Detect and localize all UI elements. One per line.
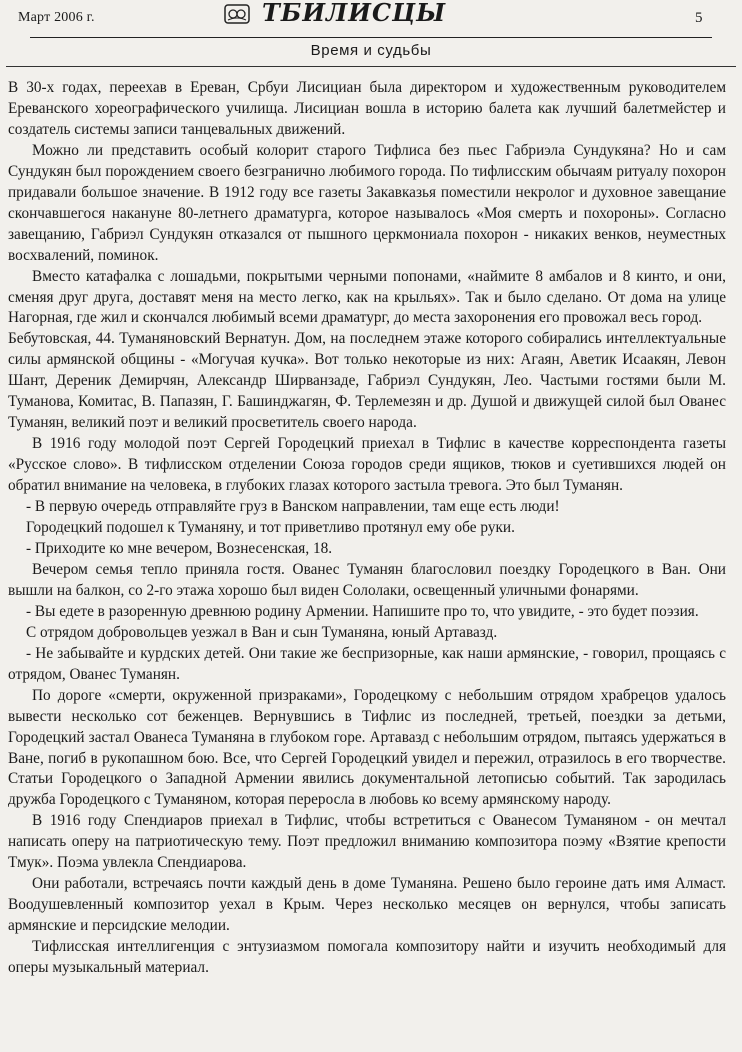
dialogue-line: - В первую очередь отправляйте груз в Ванском направлении, там еще есть люди! [26, 498, 560, 516]
paragraph: С отрядом добровольцев уезжал в Ван и сын Туманяна, юный Артавазд. [26, 623, 498, 641]
section-divider [6, 66, 736, 67]
issue-date: Март 2006 г. [18, 10, 95, 25]
paragraph: Вместо катафалка с лошадьми, покрытыми черными попонами, «наймите 8 амбалов и 8 кинто, и они, сменяя друг друга, доставят меня на место легко, как на крыльях». Так и было сделано. От дома на улице Нагорная, где жил и скончался любимый всеми драматург, до места захоронения его провожал весь город. [8, 267, 726, 327]
paragraph: По дороге «смерти, окруженной призраками», Городецкому с небольшим отрядом храбрецов удалось вывести несколько сот беженцев. Вернувшись в Тифлис из последней, третьей, поездки за детьми, Городецкий застал Ованеса Туманяна в глубоком горе. Артавазд с небольшим отрядом, пытаясь удержаться в Ване, погиб в рукопашном бою. Все, что Сергей Городецкий увидел и пережил, отразилось в его творчестве. Статьи Городецкого о Западной Армении явились документальной летописью событий. Так зародилась дружба Городецкого с Туманяном, которая переросла в любовь ко всему армянскому народу. [8, 686, 726, 809]
section-title: Время и судьбы [310, 42, 432, 59]
page-number: 5 [695, 10, 703, 26]
dialogue-line: - Приходите ко мне вечером, Вознесенская, 18. [26, 539, 333, 557]
paragraph: Тифлисская интеллигенция с энтузиазмом помогала композитору найти и изучить необходимый для оперы музыкальный материал. [8, 938, 726, 977]
paragraph: В 1916 году Спендиаров приехал в Тифлис, чтобы встретиться с Ованесом Туманяном - он мечтал написать оперу на патриотическую тему. Поэт предложил вниманию композитора поэму «Взятие крепости Тмук». Поэма увлекла Спендиарова. [8, 812, 726, 872]
paragraph: Городецкий подошел к Туманяну, и тот приветливо протянул ему обе руки. [26, 519, 515, 537]
newspaper-title: ТБИЛИСЦЫ [262, 0, 447, 27]
dialogue-line: - Вы едете в разоренную древнюю родину Армении. Напишите про то, что увидите, - это будет поэзия. [26, 602, 699, 620]
dialogue-line: - Не забывайте и курдских детей. Они такие же беспризорные, как наши армянские, - говорил, прощаясь с отрядом, Ованес Туманян. [8, 644, 726, 683]
header-divider [30, 37, 712, 38]
paragraph: В 30-х годах, переехав в Ереван, Србуи Лисициан была директором и художественным руководителем Ереванского хореографического училища. Лисициан вошла в историю балета как лучший балетмейстер и создатель системы записи танцевальных движений. [8, 79, 726, 138]
emblem-icon [224, 4, 250, 24]
paragraph: Они работали, встречаясь почти каждый день в доме Туманяна. Решено было героине дать имя Алмаст. Воодушевленный композитор уехал в Крым. Через несколько месяцев он вернулся, чтобы записать армянские и персидские мелодии. [8, 875, 726, 935]
paragraph: Можно ли представить особый колорит старого Тифлиса без пьес Габриэла Сундукяна? Но и сам Сундукян был порождением своего безгранично любимого города. По тифлисским обычаям ритуалу похорон придавали большое значение. В 1912 году все газеты Закавказья поместили некролог и духовное завещание скончавшегося накануне 80-летнего драматурга, которое называлось «Моя смерть и похороны». Согласно завещанию, Габриэл Сундукян отказался от пышного церкмониала похорон - никаких венков, неуместных восхвалений, поминок. [8, 141, 726, 264]
paragraph: Вечером семья тепло приняла гостя. Ованес Туманян благословил поездку Городецкого в Ван. Они вышли на балкон, со 2-го этажа хорошо был виден Сололаки, освещенный уличными фонарями. [8, 560, 726, 599]
paragraph: В 1916 году молодой поэт Сергей Городецкий приехал в Тифлис в качестве корреспондента газеты «Русское слово». В тифлисском отделении Союза городов среди ящиков, тюков и суетившихся людей он обратил внимание на человека, в глубоких глазах которого застыла тревога. Это был Туманян. [8, 435, 726, 495]
paragraph: Бебутовская, 44. Туманяновский Вернатун. Дом, на последнем этаже которого собирались интеллектуальные силы армянской общины - «Могучая кучка». Вот только некоторые из них: Агаян, Аветик Исаакян, Левон Шант, Дереник Демирчян, Александр Ширванзаде, Габриэл Сундукян, Лео. Частыми гостями были М. Туманова, Комитас, В. Папазян, Г. Башинджагян, Ф. Терлемезян и др. Душой и движущей силой был Ованес Туманян, великий поэт и великий просветитель своего народа. [8, 330, 726, 432]
article-body [8, 78, 726, 979]
